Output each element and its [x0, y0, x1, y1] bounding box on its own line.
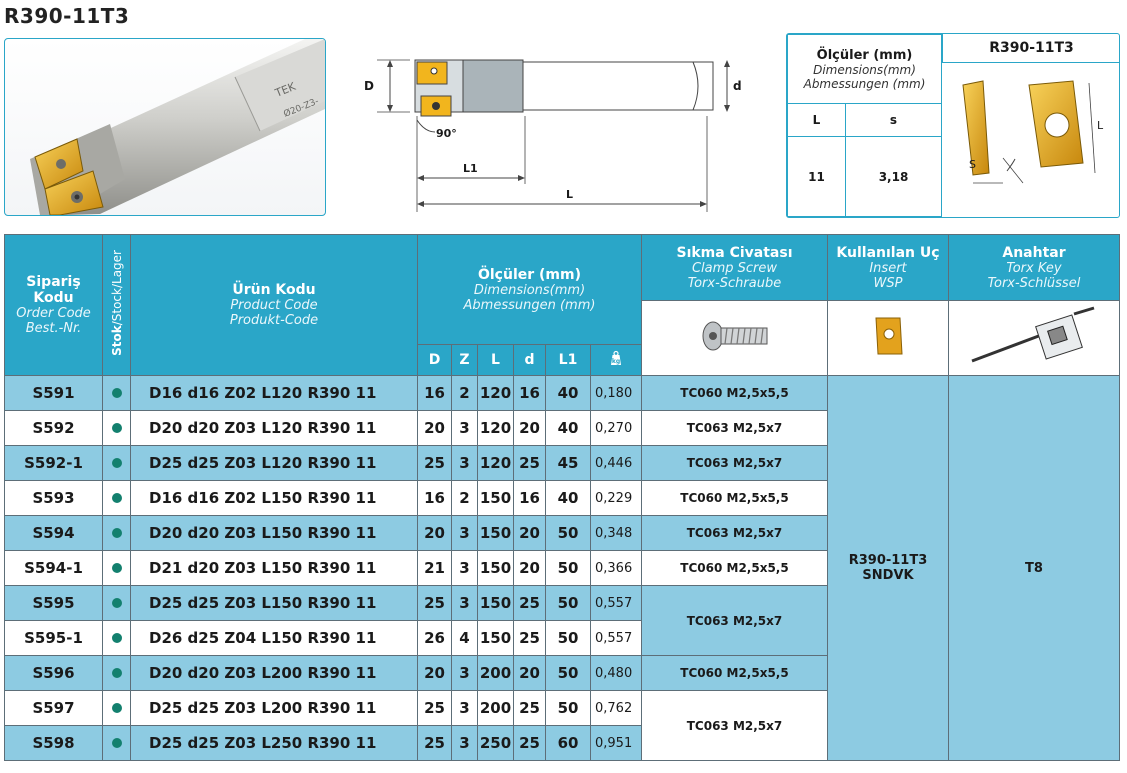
product-code-cell: D20 d20 Z03 L120 R390 11 [131, 411, 418, 446]
clamp-screw-image [642, 301, 828, 376]
dim-L1-cell: 50 [546, 516, 591, 551]
col-order-code [5, 235, 103, 376]
product-code-cell: D25 d25 Z03 L250 R390 11 [131, 726, 418, 761]
in-stock-dot-icon [112, 388, 122, 398]
weight-icon-label: kg [611, 358, 621, 365]
weight-icon [608, 350, 624, 366]
weight-cell: 0,557 [591, 621, 642, 656]
dims-header [788, 35, 942, 104]
dim-L-cell: 150 [478, 621, 514, 656]
dims-header-tr: Ölçüler (mm) [816, 47, 913, 63]
product-code-cell: D16 d16 Z02 L120 R390 11 [131, 376, 418, 411]
in-stock-dot-icon [112, 668, 122, 678]
dim-L1-cell: 50 [546, 551, 591, 586]
clamp-screw-cell: TC060 M2,5x5,5 [642, 481, 828, 516]
dim-L-cell: 120 [478, 376, 514, 411]
col-product-de: Produkt-Code [229, 313, 319, 328]
end-mill-illustration [5, 39, 325, 215]
drawing-label-L: L [566, 188, 574, 201]
torx-key-icon [964, 306, 1104, 366]
col-screw-tr: Sıkma Civatası [676, 244, 793, 261]
product-photo [4, 38, 326, 216]
dim-L-cell: 150 [478, 481, 514, 516]
in-stock-dot-icon [112, 458, 122, 468]
stock-cell [103, 621, 131, 656]
dims-col-s: s [845, 104, 941, 137]
dim-L1-cell: 40 [546, 376, 591, 411]
dim-col-d: d [514, 345, 546, 376]
dim-L-cell: 150 [478, 551, 514, 586]
table-row [5, 376, 1120, 411]
in-stock-dot-icon [112, 598, 122, 608]
in-stock-dot-icon [112, 633, 122, 643]
insert-cell [828, 376, 949, 761]
dim-D-cell: 21 [418, 551, 452, 586]
col-insert [828, 235, 949, 301]
insert-cell-line2: SNDVK [862, 568, 914, 583]
col-order-tr: Sipariş Kodu [26, 274, 81, 306]
dims-col-L: L [788, 104, 846, 137]
dim-col-Z: Z [452, 345, 478, 376]
order-code-cell: S594 [5, 516, 103, 551]
product-code-cell: D25 d25 Z03 L150 R390 11 [131, 586, 418, 621]
stock-cell [103, 411, 131, 446]
dim-Z-cell: 2 [452, 481, 478, 516]
dim-D-cell: 26 [418, 621, 452, 656]
weight-cell: 0,951 [591, 726, 642, 761]
col-screw-de: Torx-Schraube [687, 275, 782, 291]
stock-cell [103, 551, 131, 586]
weight-cell: 0,180 [591, 376, 642, 411]
stock-cell [103, 656, 131, 691]
dim-L1-cell: 40 [546, 411, 591, 446]
col-product-code [131, 235, 418, 376]
dim-d-cell: 25 [514, 621, 546, 656]
dim-col-weight [591, 345, 642, 376]
dim-Z-cell: 2 [452, 376, 478, 411]
dim-L1-cell: 50 [546, 621, 591, 656]
svg-text:Ø20-Z3-: Ø20-Z3- [282, 96, 321, 120]
in-stock-dot-icon [112, 528, 122, 538]
order-code-cell: S598 [5, 726, 103, 761]
weight-cell: 0,557 [591, 586, 642, 621]
in-stock-dot-icon [112, 493, 122, 503]
dim-d-cell: 20 [514, 656, 546, 691]
col-screw-en: Clamp Screw [691, 260, 778, 276]
col-insert-de: WSP [873, 275, 903, 291]
dim-D-cell: 25 [418, 446, 452, 481]
col-dims-en: Dimensions(mm) [473, 282, 586, 298]
insert-cell-line1: R390-11T3 [848, 553, 928, 568]
clamp-screw-cell: TC060 M2,5x5,5 [642, 376, 828, 411]
dim-D-cell: 25 [418, 586, 452, 621]
weight-cell: 0,229 [591, 481, 642, 516]
col-key-en: Torx Key [1006, 260, 1062, 276]
dim-Z-cell: 3 [452, 551, 478, 586]
technical-drawing [355, 40, 760, 220]
dim-Z-cell: 3 [452, 516, 478, 551]
order-code-cell: S594-1 [5, 551, 103, 586]
dim-Z-cell: 3 [452, 446, 478, 481]
dim-Z-cell: 3 [452, 411, 478, 446]
order-code-cell: S591 [5, 376, 103, 411]
dim-d-cell: 25 [514, 726, 546, 761]
order-code-cell: S593 [5, 481, 103, 516]
col-stock [103, 235, 131, 376]
torx-key-cell: T8 [949, 376, 1120, 761]
dims-val-L: 11 [788, 137, 846, 217]
dim-D-cell: 16 [418, 481, 452, 516]
in-stock-dot-icon [112, 423, 122, 433]
stock-cell [103, 376, 131, 411]
product-code-cell: D26 d25 Z04 L150 R390 11 [131, 621, 418, 656]
dim-d-cell: 16 [514, 376, 546, 411]
clamp-screw-cell: TC060 M2,5x5,5 [642, 656, 828, 691]
dim-col-L1: L1 [546, 345, 591, 376]
insert-name: R390-11T3 [942, 34, 1120, 63]
dim-d-cell: 16 [514, 481, 546, 516]
dims-val-s: 3,18 [845, 137, 941, 217]
dim-D-cell: 25 [418, 691, 452, 726]
stock-cell [103, 481, 131, 516]
dim-L1-cell: 50 [546, 691, 591, 726]
dims-header-de: Abmessungen (mm) [803, 76, 926, 91]
product-code-cell: D16 d16 Z02 L150 R390 11 [131, 481, 418, 516]
dim-col-D: D [418, 345, 452, 376]
col-dimensions [418, 235, 642, 345]
dim-L-cell: 150 [478, 586, 514, 621]
product-code-cell: D25 d25 Z03 L120 R390 11 [131, 446, 418, 481]
torx-key-image [949, 301, 1120, 376]
dim-Z-cell: 3 [452, 726, 478, 761]
dim-L-cell: 150 [478, 516, 514, 551]
stock-cell [103, 586, 131, 621]
dim-D-cell: 16 [418, 376, 452, 411]
order-code-cell: S596 [5, 656, 103, 691]
insert-dimensions-table [787, 34, 942, 217]
dim-D-cell: 25 [418, 726, 452, 761]
col-stock-rest: /Stock/Lager [109, 250, 124, 326]
product-code-cell: D20 d20 Z03 L200 R390 11 [131, 656, 418, 691]
dim-Z-cell: 3 [452, 586, 478, 621]
weight-cell: 0,762 [591, 691, 642, 726]
col-dims-de: Abmessungen (mm) [463, 297, 596, 313]
insert-pic-label-L: L [1097, 119, 1104, 132]
in-stock-dot-icon [112, 738, 122, 748]
col-product-tr: Ürün Kodu [232, 282, 316, 298]
col-clamp-screw [642, 235, 828, 301]
dim-d-cell: 25 [514, 586, 546, 621]
drawing-label-angle: 90° [436, 127, 457, 140]
clamp-screw-cell: TC063 M2,5x7 [642, 411, 828, 446]
dim-d-cell: 20 [514, 551, 546, 586]
weight-cell: 0,348 [591, 516, 642, 551]
dim-D-cell: 20 [418, 411, 452, 446]
weight-cell: 0,270 [591, 411, 642, 446]
clamp-screw-cell: TC063 M2,5x7 [642, 516, 828, 551]
dim-d-cell: 25 [514, 446, 546, 481]
stock-cell [103, 691, 131, 726]
clamp-screw-cell: TC063 M2,5x7 [642, 691, 828, 761]
insert-image [828, 301, 949, 376]
in-stock-dot-icon [112, 563, 122, 573]
order-code-cell: S592-1 [5, 446, 103, 481]
dim-L1-cell: 50 [546, 656, 591, 691]
col-key-de: Torx-Schlüssel [987, 275, 1081, 291]
page-title: R390-11T3 [4, 4, 130, 28]
weight-cell: 0,366 [591, 551, 642, 586]
col-insert-en: Insert [869, 260, 907, 276]
dim-col-L: L [478, 345, 514, 376]
dim-D-cell: 20 [418, 656, 452, 691]
dim-d-cell: 25 [514, 691, 546, 726]
order-code-cell: S595 [5, 586, 103, 621]
insert-dimensions-panel [786, 33, 1120, 218]
clamp-screw-cell: TC063 M2,5x7 [642, 586, 828, 656]
product-code-cell: D20 d20 Z03 L150 R390 11 [131, 516, 418, 551]
dims-header-en: Dimensions(mm) [813, 62, 916, 77]
in-stock-dot-icon [112, 703, 122, 713]
insert-illustration [943, 63, 1119, 217]
clamp-screw-cell: TC060 M2,5x5,5 [642, 551, 828, 586]
col-order-en: Order Code [16, 306, 91, 321]
svg-text:TEK: TEK [273, 79, 298, 100]
weight-cell: 0,480 [591, 656, 642, 691]
dim-D-cell: 20 [418, 516, 452, 551]
dim-L-cell: 200 [478, 691, 514, 726]
order-code-cell: S597 [5, 691, 103, 726]
dim-L-cell: 120 [478, 411, 514, 446]
dim-L-cell: 120 [478, 446, 514, 481]
screw-icon [695, 316, 775, 356]
order-code-cell: S592 [5, 411, 103, 446]
dim-Z-cell: 3 [452, 691, 478, 726]
dim-L-cell: 200 [478, 656, 514, 691]
stock-cell [103, 516, 131, 551]
dim-Z-cell: 4 [452, 621, 478, 656]
dim-d-cell: 20 [514, 411, 546, 446]
stock-cell [103, 446, 131, 481]
dim-L-cell: 250 [478, 726, 514, 761]
dim-d-cell: 20 [514, 516, 546, 551]
clamp-screw-cell: TC063 M2,5x7 [642, 446, 828, 481]
order-code-cell: S595-1 [5, 621, 103, 656]
product-code-cell: D21 d20 Z03 L150 R390 11 [131, 551, 418, 586]
drawing-label-d: d [733, 79, 742, 93]
drawing-label-D: D [364, 79, 374, 93]
product-code-cell: D25 d25 Z03 L200 R390 11 [131, 691, 418, 726]
stock-cell [103, 726, 131, 761]
drawing-label-L1: L1 [463, 162, 478, 175]
col-key-tr: Anahtar [1002, 244, 1066, 261]
col-dims-tr: Ölçüler (mm) [477, 266, 581, 283]
weight-cell: 0,446 [591, 446, 642, 481]
dim-L1-cell: 50 [546, 586, 591, 621]
dim-L1-cell: 60 [546, 726, 591, 761]
dim-L1-cell: 40 [546, 481, 591, 516]
col-insert-tr: Kullanılan Uç [836, 244, 940, 261]
dim-L1-cell: 45 [546, 446, 591, 481]
insert-pic-label-S: S [969, 158, 976, 171]
col-stock-tr: Stok [109, 325, 124, 356]
product-table [4, 234, 1120, 761]
insert-icon [868, 314, 908, 358]
col-product-en: Product Code [230, 298, 318, 313]
dim-Z-cell: 3 [452, 656, 478, 691]
col-order-de: Best.-Nr. [25, 321, 82, 336]
col-torx-key [949, 235, 1120, 301]
